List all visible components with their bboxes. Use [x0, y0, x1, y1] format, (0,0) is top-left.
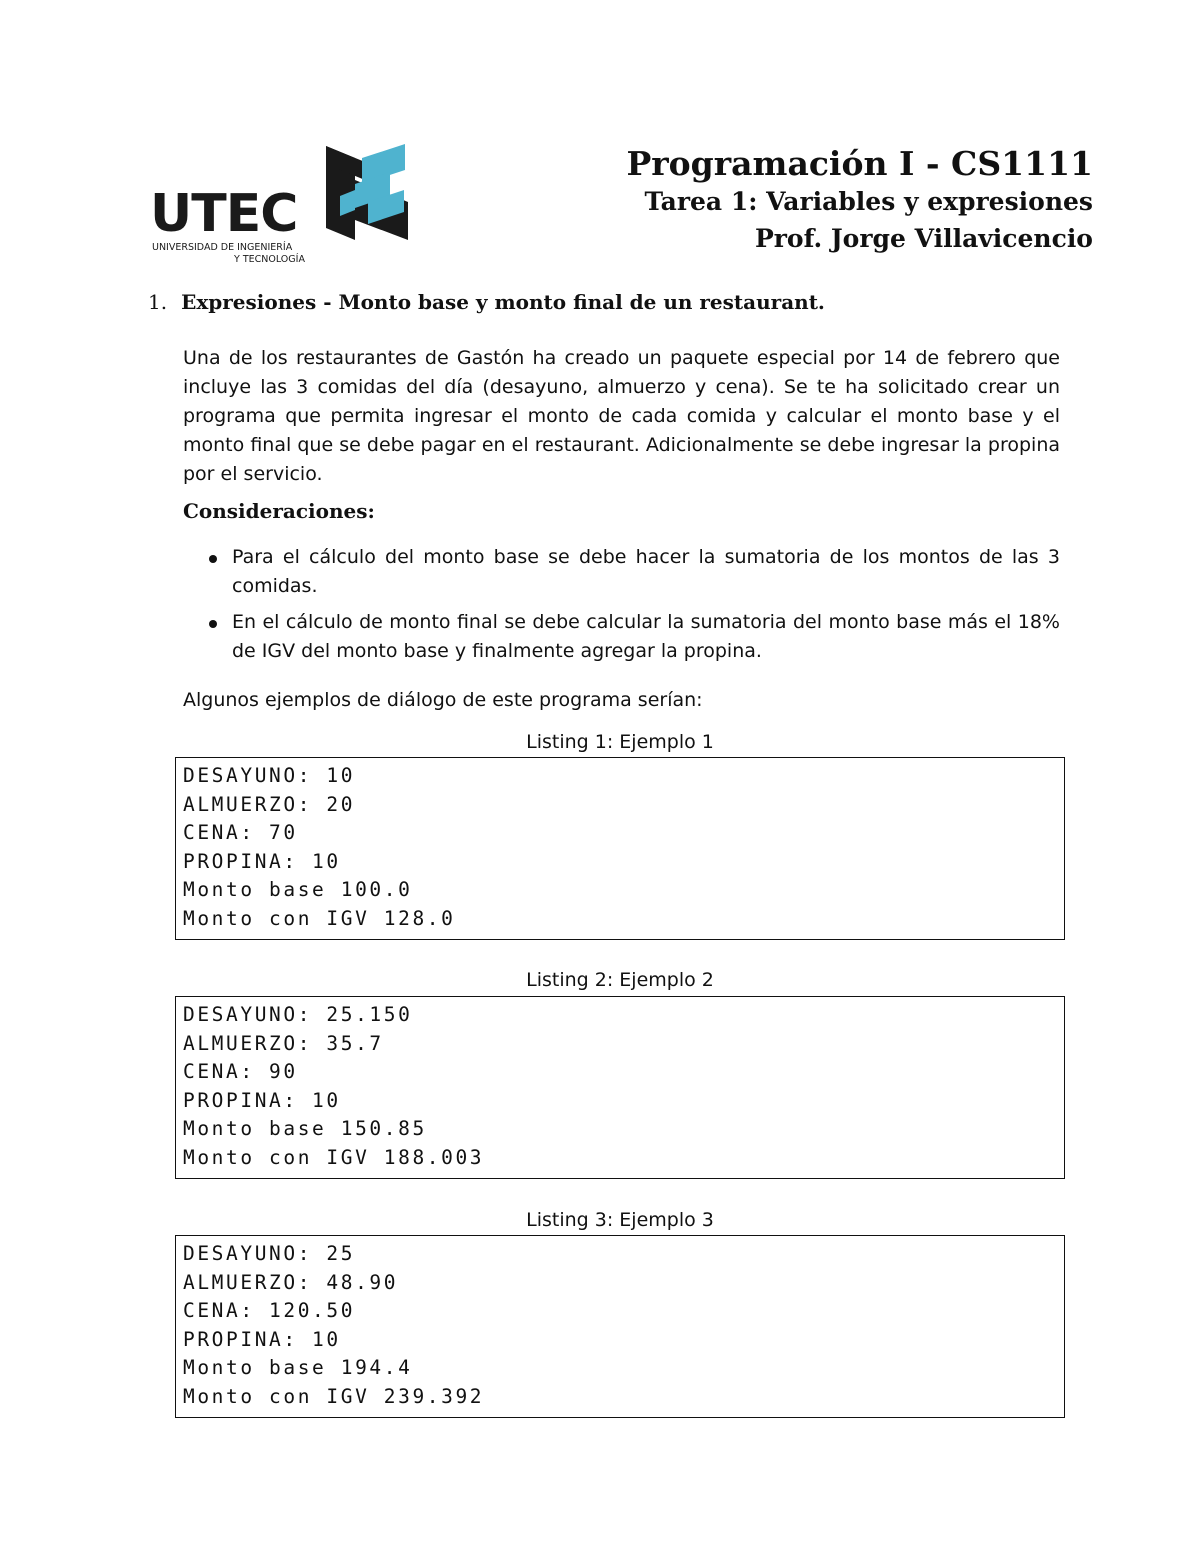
code-line: Monto con IGV 239.392 [183, 1384, 485, 1408]
code-listing [175, 757, 1065, 940]
code-block [176, 997, 1064, 1172]
code-block [176, 758, 1064, 933]
section-heading-text: Expresiones - Monto base y monto final de un restaurant. [181, 290, 825, 314]
code-listing [175, 996, 1065, 1179]
code-line: Monto con IGV 128.0 [183, 906, 456, 930]
logo-wordmark: UTEC [150, 184, 298, 244]
code-line: DESAYUNO: 25 [183, 1242, 356, 1265]
list-item [183, 543, 1060, 601]
course-title: Programación I - CS1111 [626, 144, 1093, 183]
code-line: ALMUERZO: 35.7 [183, 1031, 384, 1055]
code-line: CENA: 70 [183, 821, 298, 844]
list-item [183, 608, 1060, 666]
listing-caption: Listing 1: Ejemplo 1 [526, 731, 714, 753]
code-line: Monto base 150.85 [183, 1117, 427, 1140]
logo-subtitle-line1: UNIVERSIDAD DE INGENIERÍA [152, 242, 293, 253]
considerations-title: Consideraciones: [183, 499, 375, 523]
code-listing [175, 1235, 1065, 1418]
list-item-text: Para el cálculo del monto base se debe hacer la sumatoria de los montos de las 3 comidas. [232, 546, 1060, 597]
logo-subtitle-line2: Y TECNOLOGÍA [234, 254, 305, 265]
professor-name: Prof. Jorge Villavicencio [754, 224, 1093, 253]
code-line: PROPINA: 10 [183, 1088, 341, 1112]
listing-caption: Listing 3: Ejemplo 3 [526, 1209, 714, 1231]
code-line: CENA: 120.50 [183, 1299, 356, 1322]
code-line: PROPINA: 10 [183, 849, 341, 873]
code-line: ALMUERZO: 20 [183, 792, 356, 816]
code-block [176, 1236, 1064, 1411]
list-item-text: En el cálculo de monto final se debe calcular la sumatoria del monto base más el 18% de IGV del monto base y finalmente agregar la propina. [232, 611, 1060, 662]
code-line: Monto base 100.0 [183, 878, 413, 901]
utec-logo [150, 140, 420, 270]
code-line: DESAYUNO: 25.150 [183, 1003, 413, 1026]
code-line: DESAYUNO: 10 [183, 764, 356, 787]
listing-caption: Listing 2: Ejemplo 2 [526, 969, 714, 991]
considerations-list [183, 543, 1060, 673]
code-line: CENA: 90 [183, 1060, 298, 1083]
bullet-icon [209, 555, 217, 563]
code-line: Monto con IGV 188.003 [183, 1145, 485, 1169]
code-line: Monto base 194.4 [183, 1356, 413, 1379]
section-heading [148, 290, 825, 314]
section-number: 1. [148, 290, 168, 314]
intro-paragraph: Una de los restaurantes de Gastón ha creado un paquete especial por 14 de febrero que incluye las 3 comidas del día (desayuno, almuerzo y cena). Se te ha solicitado crear un programa que permita ingresar el monto de cada comida y calcular el monto base y el monto final que se debe pagar en el restaurant. Adicionalmente se debe ingresar la propina por el servicio. [183, 347, 1060, 485]
code-line: ALMUERZO: 48.90 [183, 1270, 399, 1294]
homework-title: Tarea 1: Variables y expresiones [644, 187, 1093, 216]
bullet-icon [209, 620, 217, 628]
examples-intro: Algunos ejemplos de diálogo de este programa serían: [183, 689, 703, 711]
code-line: PROPINA: 10 [183, 1327, 341, 1351]
